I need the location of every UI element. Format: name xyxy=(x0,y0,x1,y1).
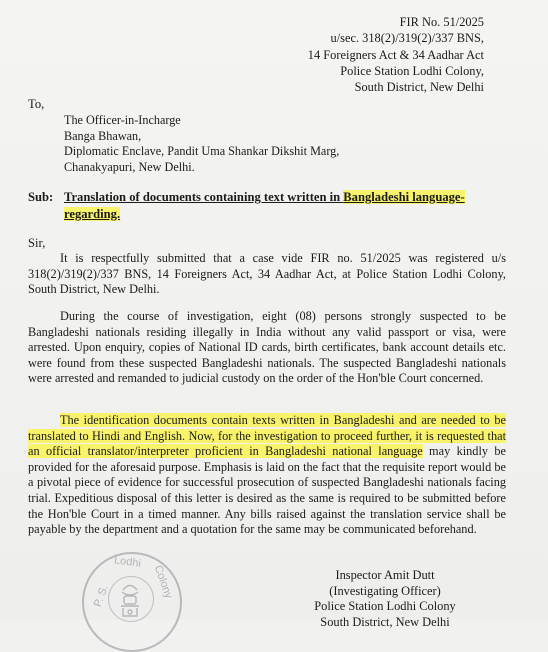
paragraph-3-rest: may kindly be provided for the aforesaid purpose. Emphasis is laid on the fact that the requisite report would be a pivotal piece of evidence for successful prosecution of suspected Bangladeshi nationals facing trial. Expeditious disposal of this letter is desired as the same is required to be submitted before the Hon'ble Court in a timed manner. Any bills raised against the translation service shall be payable by the department and a quotation for the same may be communicated beforehand. xyxy=(28,444,506,537)
case-reference-block xyxy=(308,14,484,95)
police-station-line: Police Station Lodhi Colony, xyxy=(340,63,484,78)
paragraph-3-highlighted: The identification documents contain texts written in Bangladeshi and are needed to be translated to Hindi and English. Now, for the investigation to proceed further, it is requested that an official translator/interpreter proficient in Bangladeshi national language xyxy=(28,413,506,459)
district-line: South District, New Delhi xyxy=(354,80,484,95)
paragraph-2: During the course of investigation, eight (08) persons strongly suspected to be Bangladeshi nationals residing illegally in India without any valid passport or visa, were arrested. Upon enquiry, copies of National ID cards, birth certificates, bank account details etc. were found from these suspected Bangladeshi nationals. The suspected Bangladeshi nationals were arrested and remanded to judicial custody on the order of the Hon'ble Court concerned. xyxy=(28,309,506,386)
acts-line: 14 Foreigners Act & 34 Aadhar Act xyxy=(307,47,484,62)
recipient-line-1: The Officer-in-Incharge xyxy=(64,113,181,127)
seal-text-right: Colony xyxy=(151,563,175,601)
recipient-address xyxy=(64,113,339,175)
police-station-seal xyxy=(82,552,182,652)
subject-text xyxy=(64,189,488,223)
seal-text-left: P. S. xyxy=(91,583,111,609)
signatory-station: Police Station Lodhi Colony xyxy=(314,599,456,614)
paragraph-1: It is respectfully submitted that a case vide FIR no. 51/2025 was registered u/s 318(2)/319(2)/337 BNS, 14 Foreigners Act, 34 Aadhar Act, at Police Station Lodhi Colony, South District, New Delhi. xyxy=(28,251,506,297)
recipient-line-3: Diplomatic Enclave, Pandit Uma Shankar Dikshit Marg, xyxy=(64,144,340,159)
to-label: To, xyxy=(28,97,45,111)
signatory-district: South District, New Delhi xyxy=(320,614,450,629)
paragraph-3 xyxy=(28,413,506,538)
subject-text-plain: Translation of documents containing text written in xyxy=(64,190,344,204)
fir-number: FIR No. 51/2025 xyxy=(399,15,484,29)
subject-label: Sub: xyxy=(28,190,54,204)
signatory-name: Inspector Amit Dutt xyxy=(335,568,435,582)
sections-line: u/sec. 318(2)/319(2)/337 BNS, xyxy=(330,31,484,46)
salutation: Sir, xyxy=(28,236,46,250)
recipient-line-4: Chanakyapuri, New Delhi. xyxy=(64,159,195,174)
signature-block xyxy=(310,568,460,630)
subject-text-highlighted: Bangladeshi language-regarding. xyxy=(64,190,465,221)
signatory-designation: (Investigating Officer) xyxy=(329,583,441,598)
recipient-line-2: Banga Bhawan, xyxy=(64,128,142,143)
seal-text-top: Lodhi xyxy=(113,554,142,570)
lion-emblem-icon xyxy=(114,578,146,622)
